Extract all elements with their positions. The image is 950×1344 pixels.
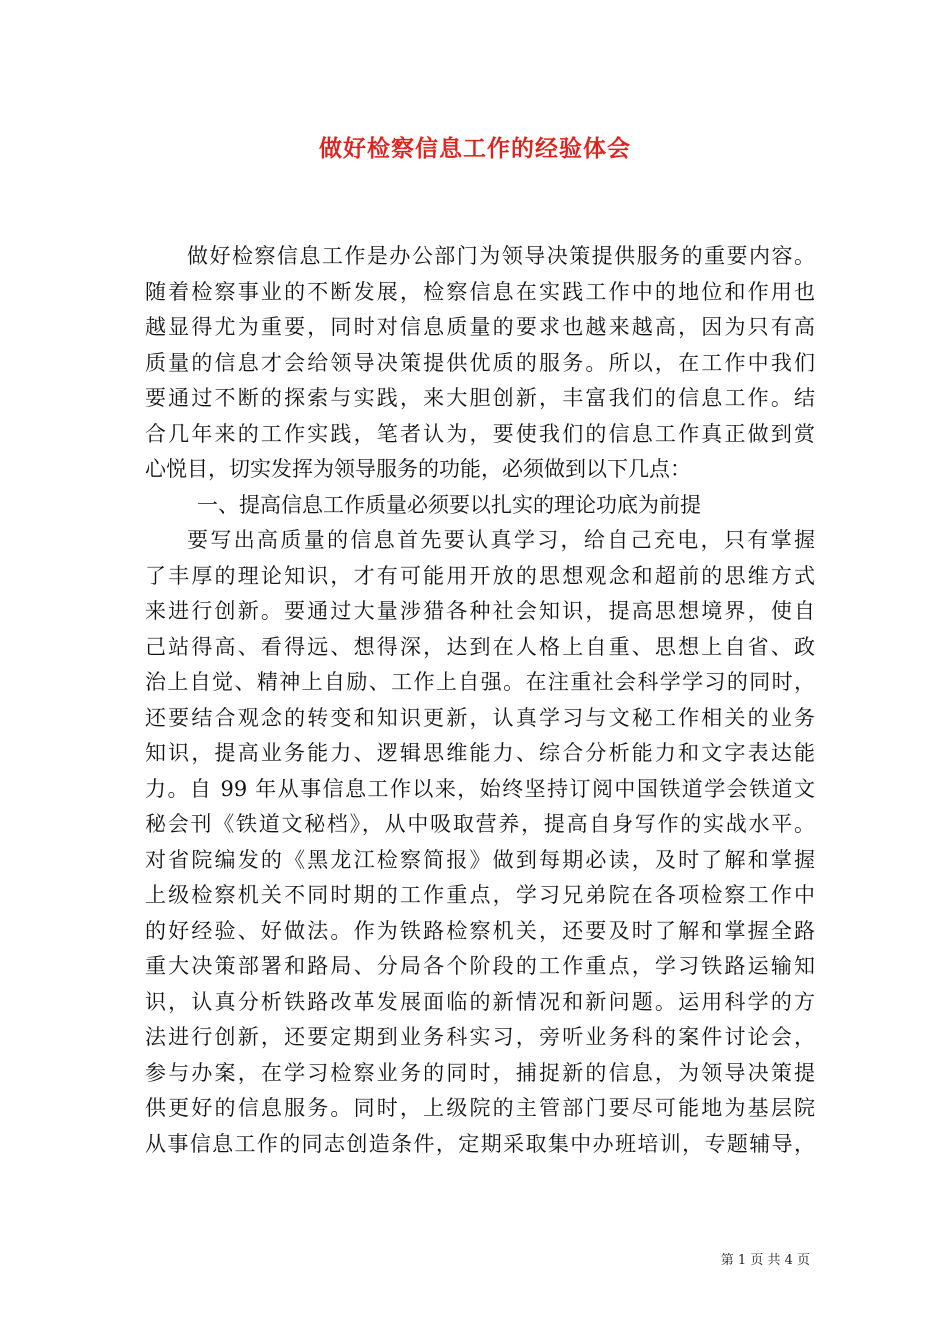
text-line: 的好经验、好做法。作为铁路检察机关，还要及时了解和掌握全路	[145, 918, 815, 943]
text-line: 从事信息工作的同志创造条件，定期采取集中办班培训，专题辅导，	[145, 1131, 815, 1156]
text-line: 做好检察信息工作是办公部门为领导决策提供服务的重要内容。	[187, 244, 815, 268]
text-line: 力。自 99 年从事信息工作以来，始终坚持订阅中国铁道学会铁道文	[145, 776, 815, 801]
text-line: 了丰厚的理论知识，才有可能用开放的思想观念和超前的思维方式	[145, 563, 815, 588]
text-line: 己站得高、看得远、想得深，达到在人格上自重、思想上自省、政	[145, 634, 815, 659]
text-line: 越显得尤为重要，同时对信息质量的要求也越来越高，因为只有高	[145, 315, 815, 339]
text-line: 供更好的信息服务。同时，上级院的主管部门要尽可能地为基层院	[145, 1096, 815, 1120]
text-line: 还要结合观念的转变和知识更新，认真学习与文秘工作相关的业务	[145, 705, 815, 730]
text-line: 识，认真分析铁路改革发展面临的新情况和新问题。运用科学的方	[145, 989, 815, 1014]
text-line: 要写出高质量的信息首先要认真学习，给自己充电，只有掌握	[187, 528, 815, 552]
text-line: 重大决策部署和路局、分局各个阶段的工作重点，学习铁路运输知	[145, 954, 815, 978]
text-line: 对省院编发的《黑龙江检察简报》做到每期必读，及时了解和掌握	[145, 847, 815, 872]
text-line: 来进行创新。要通过大量涉猎各种社会知识，提高思想境界，使自	[145, 599, 815, 623]
page-footer: 第 1 页 共 4 页	[720, 1253, 810, 1268]
text-line: 随着检察事业的不断发展，检察信息在实践工作中的地位和作用也	[145, 279, 815, 304]
text-line: 要通过不断的探索与实践，来大胆创新，丰富我们的信息工作。结	[145, 386, 815, 410]
text-line: 质量的信息才会给领导决策提供优质的服务。所以，在工作中我们	[145, 350, 815, 375]
section-heading: 一、提高信息工作质量必须要以扎实的理论功底为前提	[197, 492, 701, 517]
text-line: 知识，提高业务能力、逻辑思维能力、综合分析能力和文字表达能	[145, 741, 815, 765]
document-title: 做好检察信息工作的经验体会	[319, 135, 631, 162]
text-line: 秘会刊《铁道文秘档》，从中吸取营养，提高自身写作的实战水平。	[145, 812, 815, 836]
text-line: 参与办案，在学习检察业务的同时，捕捉新的信息，为领导决策提	[145, 1060, 815, 1085]
text-line: 治上自觉、精神上自励、工作上自强。在注重社会科学学习的同时，	[145, 670, 815, 694]
text-line: 法进行创新，还要定期到业务科实习，旁听业务科的案件讨论会，	[145, 1025, 815, 1049]
text-line: 心悦目，切实发挥为领导服务的功能，必须做到以下几点：	[145, 457, 691, 481]
text-line: 上级检察机关不同时期的工作重点，学习兄弟院在各项检察工作中	[145, 883, 815, 907]
text-line: 合几年来的工作实践，笔者认为，要使我们的信息工作真正做到赏	[145, 421, 815, 446]
document-body	[145, 239, 815, 1162]
